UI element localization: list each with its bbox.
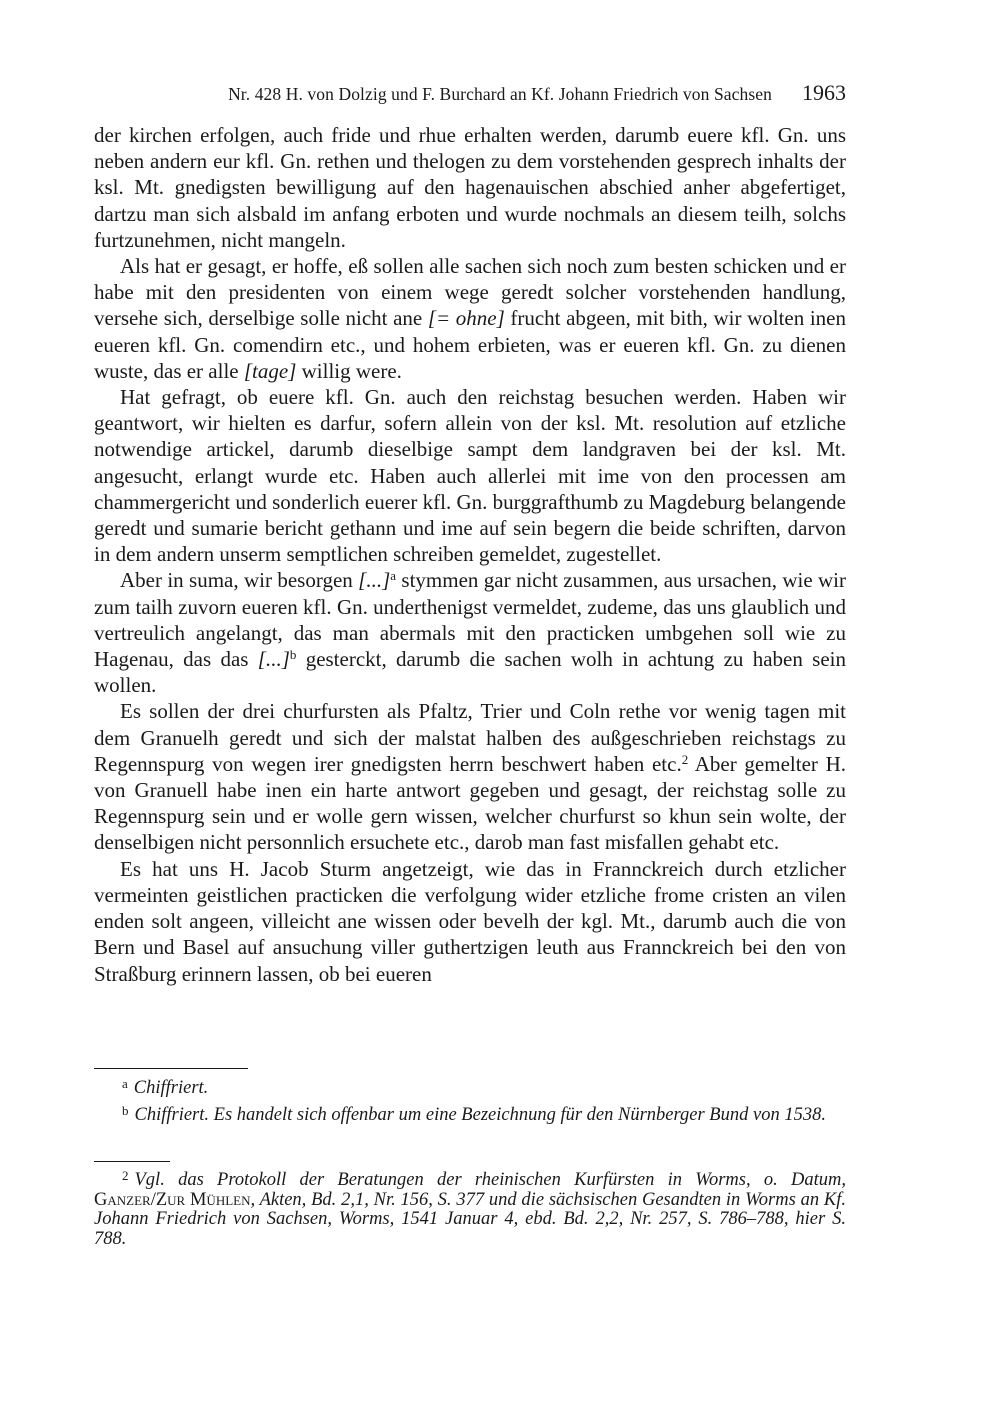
editorial-insertion: [tage] xyxy=(243,358,297,383)
footnote-mark: b xyxy=(122,1102,129,1118)
footnote: $^b$ Chiffriert. Es handelt sich offenbar um eine Bezeichnung für den Nürnberger Bund von 1538. xyxy=(122,1102,826,1125)
footnote-ref[interactable]: a xyxy=(390,568,397,584)
main-text xyxy=(94,122,846,987)
commentary-notes xyxy=(94,1166,846,1251)
footnote-ref[interactable]: 2 xyxy=(681,751,689,767)
author-name: Ganzer/Zur Mühlen xyxy=(94,1189,251,1210)
paragraph: Als hat er gesagt, er hoffe, eß sollen alle sachen sich noch zum besten schicken und er habe mit den presidenten von einem wege geredt solcher vorstehenden handlung, versehe sich, derselbige solle nicht ane [= ohne] frucht abgeen, mit bith, wir wolten inen eueren kfl. Gn. comendirn etc., und hohem erbieten, was er eueren kfl. Gn. zu dienen wuste, das er alle [tage] willig were. xyxy=(94,254,846,383)
footnote-divider xyxy=(94,1068,248,1069)
running-head-title: Nr. 428 H. von Dolzig und F. Burchard an Kf. Johann Friedrich von Sachsen xyxy=(228,84,772,104)
footnote-mark: 2 xyxy=(122,1168,129,1183)
paragraph: Hat gefragt, ob euere kfl. Gn. auch den reichstag besuchen werden. Haben wir geantwort, wir hielten es darfur, sofern allein von der ksl. Mt. resolution auf etzliche notwendige artickel, darumb dieselbige sampt dem landgraven bei der ksl. Mt. angesucht, erlangt wurde etc. Haben auch allerlei mit ime von den processen am chammergericht und sonderlich euerer kfl. Gn. burggrafthumb zu Magdeburg belangende geredt und sumarie bericht gethann und ime auf sein begern die beide schriften, darvon in dem andern unserm semptlichen schreiben gemeldet, zugestellet. xyxy=(94,385,846,567)
editorial-insertion: [= ohne] xyxy=(427,306,505,331)
running-head xyxy=(94,80,846,108)
footnote: $^a$ Chiffriert. xyxy=(122,1076,209,1098)
editorial-omission: [...] xyxy=(358,568,391,593)
footnote-ref[interactable]: b xyxy=(289,647,297,663)
paragraph: Es sollen der drei churfursten als Pfaltz, Trier und Coln rethe vor wenig tagen mit dem Granuelh geredt und sich der malstat halben des außgeschrieben reichstags zu Regennspurg von wegen irer gnedigsten herrn beschwert haben etc.$^2$ Aber gemelter H. von Granuell habe inen ein harte antwort gegeben und gesagt, der reichstag solle zu Regennspurg sein und er wolle gern wissen, welcher churfurst so khun sein wolte, der denselbigen nicht personnlich ersuchete etc., darob man fast misfallen gehabt etc. xyxy=(94,699,846,855)
paragraph: Es hat uns H. Jacob Sturm angetzeigt, wie das in Frannckreich durch etzlicher vermeinten geistlichen practicken die verfolgung wider etzliche frome cristen an vilen enden solt angeen, villeicht ane wissen oder bevelh der kgl. Mt., darumb auch die von Bern und Basel auf ansuchung viller guthertzigen leuth aus Frannckreich bei den von Straßburg erinnern lassen, ob bei eueren xyxy=(94,856,846,986)
paragraph: Aber in suma, wir besorgen [...]$^a$ stymmen gar nicht zusammen, aus ursachen, wie wir zum tailh zuvorn eueren kfl. Gn. underthenigst vermeldet, zudeme, das uns glaublich und vertreulich angelangt, das man abermals mit den practicken umbgehen soll wie zu Hagenau, das das [...]$^b$ gesterckt, darumb die sachen wolh in achtung zu haben sein wollen. xyxy=(94,568,846,698)
paragraph: der kirchen erfolgen, auch fride und rhue erhalten werden, darumb euere kfl. Gn. uns neben andern eur kfl. Gn. rethen und thelogen zu dem vorstehenden gesprech inhalts der ksl. Mt. gnedigsten bewilligung auf den hagenauischen abschied anher abgefertiget, dartzu man sich alsbald im anfang erboten und wurde nochmals an diesem teilh, solchs furtzunehmen, nicht mangeln. xyxy=(94,123,846,252)
textual-notes xyxy=(94,1074,846,1127)
editorial-omission: [...] xyxy=(257,647,290,672)
footnote-divider xyxy=(94,1161,170,1162)
page-number: 1963 xyxy=(802,80,846,105)
footnote-mark: a xyxy=(122,1076,128,1091)
footnote: $^2$ Vgl. das Protokoll der Beratungen der rheinischen Kurfürsten in Worms, o. Datum, Ganzer/Zur Mühlen, Akten, Bd. 2,1, Nr. 156, S. 377 und die sächsischen Gesandten in Worms an Kf. Johann Friedrich von Sachsen, Worms, 1541 Januar 4, ebd. Bd. 2,2, Nr. 257, S. 786–788, hier S. 788. xyxy=(94,1168,846,1249)
